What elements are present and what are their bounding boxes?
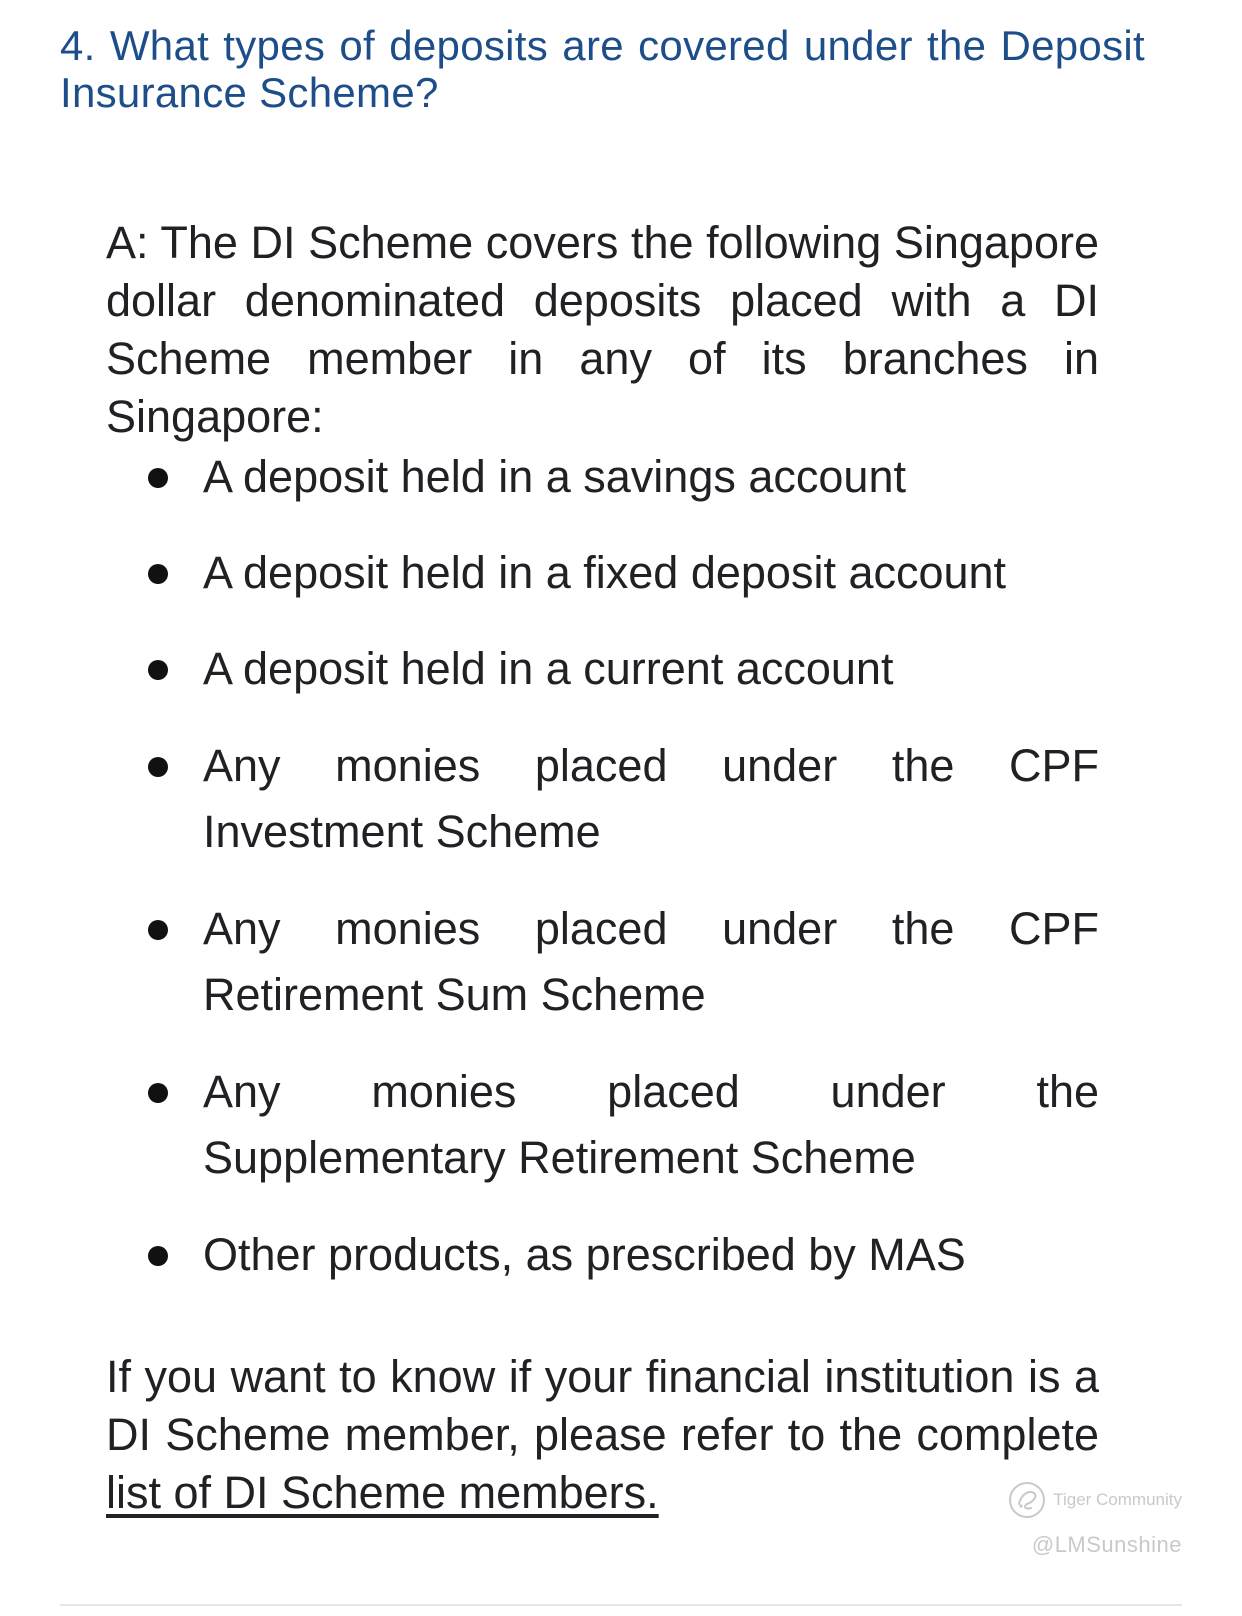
- watermark-brand: Tiger Community: [1053, 1490, 1182, 1509]
- list-item-text: A deposit held in a fixed deposit account: [203, 547, 1007, 598]
- list-item: [106, 540, 1099, 606]
- di-scheme-members-link[interactable]: list of DI Scheme members.: [106, 1467, 659, 1518]
- answer-intro: [106, 214, 1099, 446]
- answer-intro-text: The DI Scheme covers the following Singapore dollar denominated deposits placed with a DI Scheme member in any of its branches in Singapore:: [106, 217, 1099, 442]
- list-item-text: Any monies placed under the CPF Investment Scheme: [203, 740, 1099, 857]
- bottom-divider: [60, 1604, 1182, 1606]
- bullet-dot-icon: [148, 468, 168, 488]
- list-item: [106, 636, 1099, 702]
- list-item: [106, 896, 1099, 1028]
- list-item-text: Any monies placed under the Supplementary Retirement Scheme: [203, 1066, 1099, 1183]
- question-heading: 4. What types of deposits are covered under the Deposit Insurance Scheme?: [60, 22, 1145, 116]
- bullet-dot-icon: [148, 757, 168, 777]
- list-item: [106, 733, 1099, 865]
- list-item-text: A deposit held in a savings account: [203, 451, 906, 502]
- list-item-text: Other products, as prescribed by MAS: [203, 1229, 966, 1280]
- member-list-paragraph: [106, 1348, 1099, 1522]
- member-list-text: If you want to know if your financial institution is a DI Scheme member, please refer to the complete: [106, 1351, 1099, 1460]
- bullet-dot-icon: [148, 564, 168, 584]
- watermark-handle: @LMSunshine: [1031, 1532, 1182, 1557]
- bullet-dot-icon: [148, 1083, 168, 1103]
- answer-label: A:: [106, 217, 149, 268]
- bullet-dot-icon: [148, 1246, 168, 1266]
- watermark: [1007, 1480, 1182, 1558]
- tiger-community-logo-icon: [1007, 1480, 1047, 1520]
- list-item-text: A deposit held in a current account: [203, 643, 894, 694]
- list-item: [106, 444, 1099, 510]
- list-item: [106, 1222, 1099, 1288]
- bullet-dot-icon: [148, 920, 168, 940]
- list-item: [106, 1059, 1099, 1191]
- list-item-text: Any monies placed under the CPF Retirement Sum Scheme: [203, 903, 1099, 1020]
- bullet-dot-icon: [148, 660, 168, 680]
